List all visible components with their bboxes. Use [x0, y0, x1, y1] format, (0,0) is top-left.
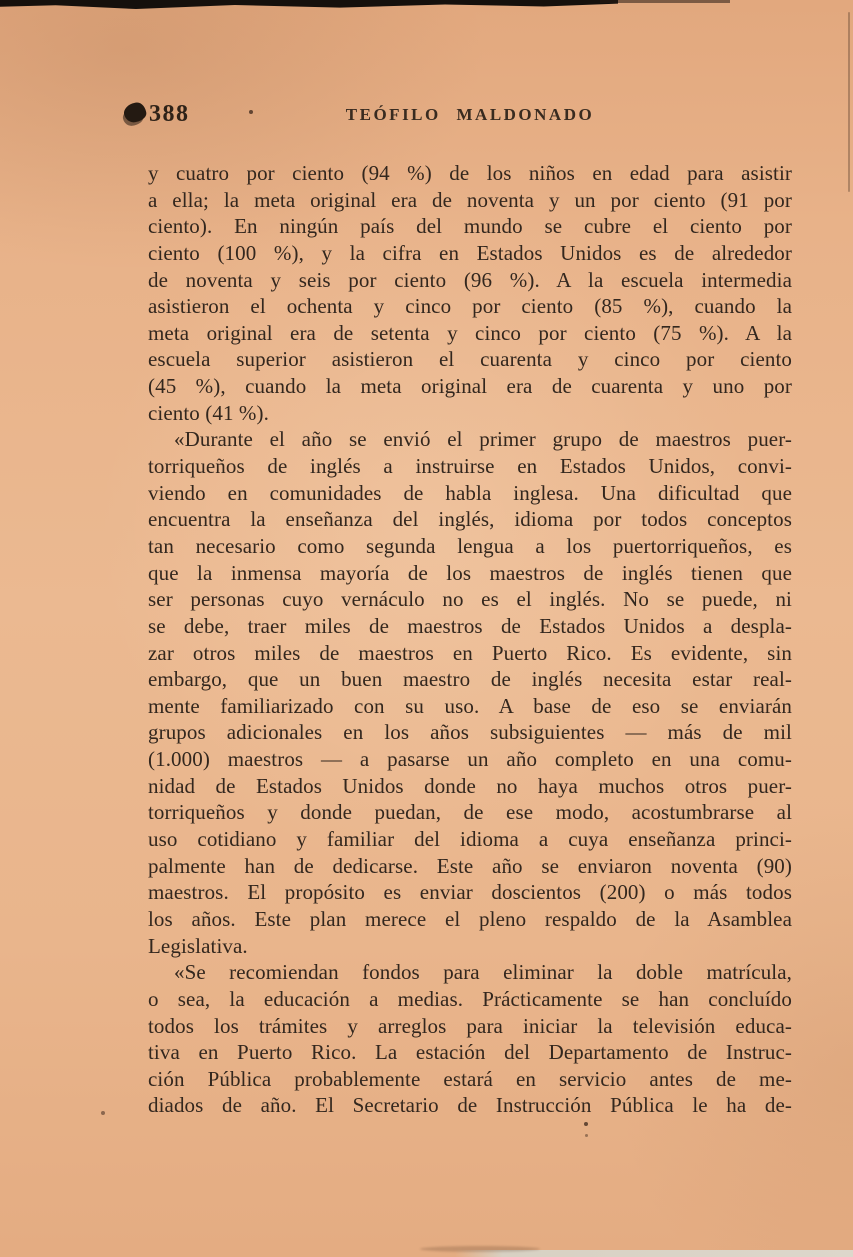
text-line: tan necesario como segunda lengua a los puertorriqueños, es [148, 533, 792, 558]
text-line: torriqueños de inglés a instruirse en Estados Unidos, convi- [148, 454, 792, 479]
text-line: torriqueños y donde puedan, de ese modo, acostumbrarse al [148, 800, 792, 825]
scan-top-edge-artifact-tail [600, 0, 730, 3]
text-line: maestros. El propósito es enviar doscientos (200) o más todos [148, 880, 792, 905]
text-line: tiva en Puerto Rico. La estación del Departamento de Instruc- [148, 1040, 792, 1065]
text-line: ciento (100 %), y la cifra en Estados Unidos es de alrededor [148, 240, 792, 265]
text-line: ciento (41 %). [148, 400, 269, 425]
text-line: nidad de Estados Unidos donde no haya muchos otros puer- [148, 773, 792, 798]
ink-speck [101, 1111, 105, 1115]
text-line: «Durante el año se envió el primer grupo de maestros puer- [174, 427, 792, 452]
text-line: ser personas cuyo vernáculo no es el inglés. No se puede, ni [148, 587, 792, 612]
text-line: palmente han de dedicarse. Este año se enviaron noventa (90) [148, 853, 792, 878]
scan-top-edge-artifact [0, 0, 618, 9]
ink-blot [122, 101, 147, 124]
text-line: ción Pública probablemente estará en servicio antes de me- [148, 1066, 792, 1091]
text-line: (1.000) maestros — a pasarse un año completo en una comu- [148, 747, 792, 772]
text-line: escuela superior asistieron el cuarenta y cinco por ciento [148, 347, 792, 372]
text-line: embargo, que un buen maestro de inglés necesita estar real- [148, 667, 792, 692]
scan-bottom-shadow [420, 1246, 540, 1252]
text-line: (45 %), cuando la meta original era de cuarenta y uno por [148, 374, 792, 399]
text-line: encuentra la enseñanza del inglés, idioma por todos conceptos [148, 507, 792, 532]
text-line: o sea, la educación a medias. Prácticamente se han concluído [148, 986, 792, 1011]
text-line: mente familiarizado con su uso. A base de eso se enviarán [148, 693, 792, 718]
text-line: diados de año. El Secretario de Instrucción Pública le ha de- [148, 1093, 792, 1118]
page-number: 388 [149, 101, 190, 127]
paragraph [148, 959, 792, 1119]
running-header: TEÓFILO MALDONADO [345, 105, 595, 124]
text-line: se debe, traer miles de maestros de Estados Unidos a despla- [148, 613, 792, 638]
text-line: y cuatro por ciento (94 %) de los niños en edad para asistir [148, 161, 792, 185]
text-line: todos los trámites y arreglos para iniciar la televisión educa- [148, 1013, 792, 1038]
ink-speck [584, 1122, 588, 1126]
text-line: asistieron el ochenta y cinco por ciento (85 %), cuando la [148, 294, 792, 319]
text-line: de noventa y seis por ciento (96 %). A la escuela intermedia [148, 267, 792, 292]
paragraph [148, 426, 792, 959]
text-line: zar otros miles de maestros en Puerto Rico. Es evidente, sin [148, 640, 792, 665]
text-line: meta original era de setenta y cinco por ciento (75 %). A la [148, 320, 792, 345]
ink-speck [585, 1134, 588, 1137]
text-line: viendo en comunidades de habla inglesa. Una dificultad que [148, 480, 792, 505]
text-line: uso cotidiano y familiar del idioma a cuya enseñanza princi- [148, 827, 792, 852]
text-line: que la inmensa mayoría de los maestros de inglés tienen que [148, 560, 792, 585]
scan-right-edge-artifact [848, 12, 850, 192]
paragraph [148, 160, 792, 426]
text-line: ciento). En ningún país del mundo se cubre el ciento por [148, 214, 792, 239]
text-line: a ella; la meta original era de noventa y un por ciento (91 por [148, 187, 792, 212]
text-line: «Se recomiendan fondos para eliminar la doble matrícula, [174, 960, 792, 985]
text-line: Legislativa. [148, 933, 248, 958]
text-line: los años. Este plan merece el pleno respaldo de la Asamblea [148, 906, 792, 931]
text-line: grupos adicionales en los años subsiguientes — más de mil [148, 720, 792, 745]
text-block [148, 160, 792, 1119]
